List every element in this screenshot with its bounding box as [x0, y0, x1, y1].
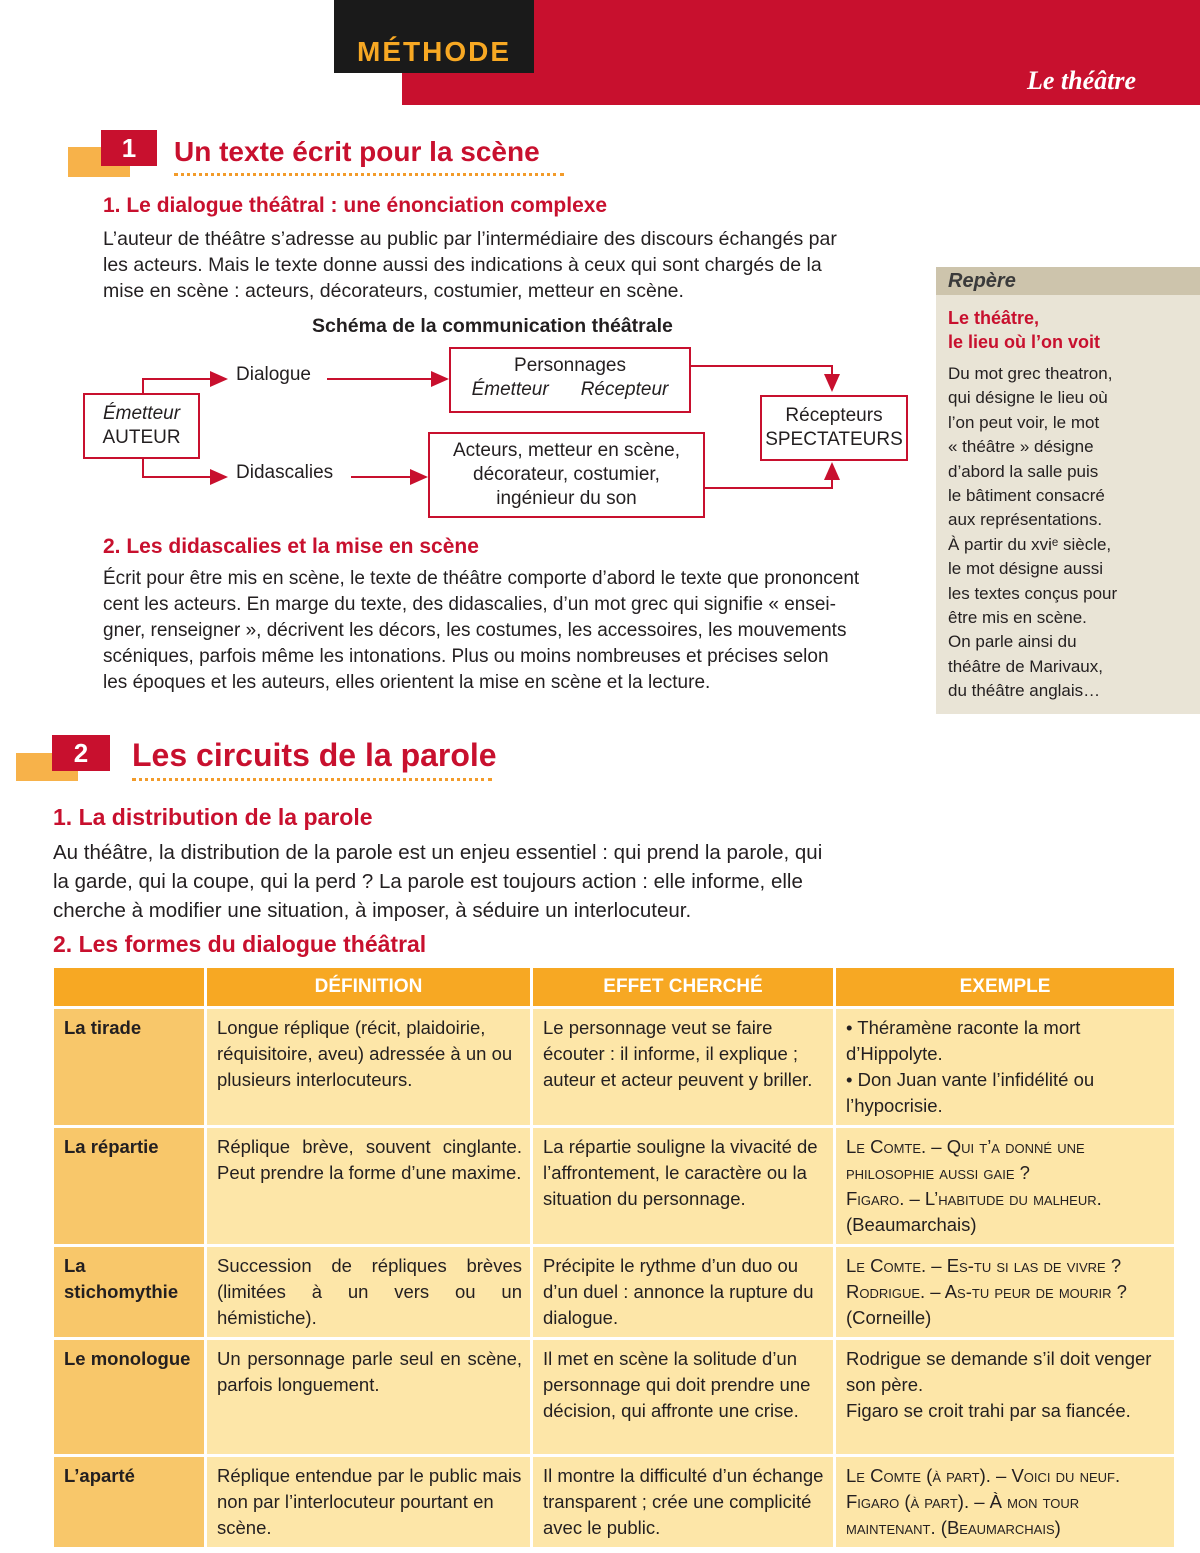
sidebar-body	[948, 362, 1117, 704]
theme-label: Le théâtre	[1026, 66, 1136, 95]
text-line: Écrit pour être mis en scène, le texte de théâtre comporte d’abord le texte que prononcent	[103, 568, 860, 589]
sidebar-line: Du mot grec theatron,	[948, 364, 1113, 383]
section-1-sub-1-title: 1. Le dialogue théâtral : une énonciation complexe	[103, 194, 608, 217]
characters-title: Personnages	[514, 355, 626, 376]
characters-emitter: Émetteur	[471, 379, 549, 400]
table-row	[54, 1125, 1174, 1244]
table-header-empty	[54, 968, 204, 1006]
row-name: L’aparté	[54, 1454, 204, 1547]
table-row	[54, 1454, 1174, 1547]
sidebar-line: être mis en scène.	[948, 608, 1087, 628]
example-line: Le Comte. – Es-tu si las de vivre ?	[846, 1255, 1122, 1276]
characters-box	[449, 347, 691, 413]
method-label: MÉTHODE	[357, 36, 511, 67]
row-effect: Le personnage veut se faire écouter : il informe, il explique ; auteur et acteur peuvent y briller.	[533, 1006, 833, 1125]
example-line: (Corneille)	[846, 1307, 932, 1328]
table-header-effect: EFFET CHERCHÉ	[533, 968, 833, 1006]
row-definition: Un personnage parle seul en scène, parfois longuement.	[207, 1337, 530, 1454]
didascalies-label: Didascalies	[236, 462, 334, 483]
sidebar-line: « théâtre » désigne	[948, 437, 1094, 457]
staff-line: ingénieur du son	[496, 488, 637, 509]
section-2-sub-1-text	[53, 838, 933, 925]
emitter-name: AUTEUR	[102, 427, 181, 448]
characters-receiver: Récepteur	[580, 379, 669, 400]
section-1-sub-2-title: 2. Les didascalies et la mise en scène	[103, 535, 479, 558]
sidebar-line: À partir du xviᵉ siècle,	[948, 534, 1112, 554]
table-header-row	[54, 968, 1174, 1006]
row-example	[836, 1125, 1174, 1244]
row-example	[836, 1454, 1174, 1547]
text-line: gner, renseigner », décrivent les décors, les costumes, les accessoires, les mouvements	[103, 620, 847, 641]
example-line: • Théramène raconte la mort d’Hippolyte.	[846, 1017, 1081, 1064]
staff-box	[428, 432, 705, 518]
section-2-sub-2-title: 2. Les formes du dialogue théâtral	[53, 931, 427, 957]
example-line: Le Comte (à part). – Voici du neuf.	[846, 1465, 1121, 1486]
table-row	[54, 1337, 1174, 1454]
table-header-definition: DÉFINITION	[207, 968, 530, 1006]
example-line: Rodrigue se demande s’il doit venger son père.	[846, 1348, 1152, 1395]
example-line: Figaro. – L’habitude du malheur.	[846, 1188, 1102, 1209]
receivers-box	[760, 395, 908, 461]
sidebar-line: aux représentations.	[948, 510, 1103, 530]
text-line: L’auteur de théâtre s’adresse au public par l’intermédiaire des discours échangés par	[103, 228, 837, 250]
sidebar-tag: Repère	[948, 270, 1016, 292]
row-name: Le monologue	[54, 1337, 204, 1454]
example-line: Figaro (à part). – À mon tour maintenant. (Beaumarchais)	[846, 1491, 1080, 1538]
sidebar-line: d’abord la salle puis	[948, 461, 1099, 481]
row-example	[836, 1244, 1174, 1337]
text-line: les époques et les auteurs, elles orientent la mise en scène et la lecture.	[103, 672, 711, 693]
sidebar-title-line: Le théâtre,	[948, 308, 1040, 328]
sidebar-line: qui désigne le lieu où	[948, 388, 1108, 408]
example-line: (Beaumarchais)	[846, 1214, 977, 1235]
receivers-role: Récepteurs	[785, 405, 883, 426]
text-line: la garde, qui la coupe, qui la perd ? La parole est toujours action : elle informe, elle	[53, 870, 803, 893]
emitter-author-box	[83, 393, 200, 459]
receivers-name: SPECTATEURS	[765, 429, 903, 450]
table-header-example: EXEMPLE	[836, 968, 1174, 1006]
staff-line: décorateur, costumier,	[473, 464, 660, 485]
emitter-role: Émetteur	[102, 403, 181, 424]
section-1-number: 1	[101, 130, 157, 166]
section-1-title: Un texte écrit pour la scène	[174, 133, 564, 176]
text-line: Au théâtre, la distribution de la parole est un enjeu essentiel : qui prend la parole, qui	[53, 841, 823, 864]
sidebar-title	[948, 306, 1100, 354]
example-line: • Don Juan vante l’infidélité ou l’hypocrisie.	[846, 1069, 1095, 1116]
table-row	[54, 1244, 1174, 1337]
row-definition: Réplique brève, souvent cinglante. Peut prendre la forme d’une maxime.	[207, 1125, 530, 1244]
row-definition: Longue réplique (récit, plaidoirie, réquisitoire, aveu) adressée à un ou plusieurs interlocuteurs.	[207, 1006, 530, 1125]
sidebar-line: les textes conçus pour	[948, 583, 1118, 603]
sidebar-line: le bâtiment consacré	[948, 486, 1105, 506]
row-name: La stichomythie	[54, 1244, 204, 1337]
section-2-title: Les circuits de la parole	[132, 734, 492, 781]
example-line: Le Comte. – Qui t’a donné une philosophie aussi gaie ?	[846, 1136, 1085, 1183]
example-line: Rodrigue. – As-tu peur de mourir ?	[846, 1281, 1127, 1302]
sidebar-line: On parle ainsi du	[948, 632, 1077, 652]
table-row	[54, 1006, 1174, 1125]
sidebar-line: théâtre de Marivaux,	[948, 656, 1103, 676]
text-line: mise en scène : acteurs, décorateurs, costumier, metteur en scène.	[103, 280, 684, 302]
sidebar-line: l’on peut voir, le mot	[948, 412, 1100, 432]
row-definition: Succession de répliques brèves (limitées à un vers ou un hémistiche).	[207, 1244, 530, 1337]
row-effect: La répartie souligne la vivacité de l’affrontement, le caractère ou la situation du personnage.	[533, 1125, 833, 1244]
row-effect: Il montre la difficulté d’un échange transparent ; crée une complicité avec le public.	[533, 1454, 833, 1547]
row-name: La tirade	[54, 1006, 204, 1125]
section-2-number: 2	[52, 735, 110, 771]
staff-line: Acteurs, metteur en scène,	[452, 440, 681, 461]
diagram-title: Schéma de la communication théâtrale	[312, 315, 673, 337]
sidebar-title-line: le lieu où l’on voit	[948, 332, 1101, 352]
row-effect: Il met en scène la solitude d’un personnage qui doit prendre une décision, qui affronte une crise.	[533, 1337, 833, 1454]
text-line: scéniques, parfois même les intonations. Plus ou moins nombreuses et précises selon	[103, 646, 829, 667]
section-2-sub-1-title: 1. La distribution de la parole	[53, 804, 373, 830]
dialogue-label: Dialogue	[236, 364, 311, 385]
row-definition: Réplique entendue par le public mais non par l’interlocuteur pourtant en scène.	[207, 1454, 530, 1547]
sidebar-line: le mot désigne aussi	[948, 559, 1103, 579]
text-line: cherche à modifier une situation, à imposer, à séduire un interlocuteur.	[53, 899, 692, 922]
row-effect: Précipite le rythme d’un duo ou d’un duel : annonce la rupture du dialogue.	[533, 1244, 833, 1337]
text-line: les acteurs. Mais le texte donne aussi des indications à ceux qui sont chargés de la	[103, 254, 822, 276]
row-example	[836, 1337, 1174, 1454]
text-line: cent les acteurs. En marge du texte, des didascalies, d’un mot grec qui signifie « ensei-	[103, 594, 836, 615]
example-line: Figaro se croit trahi par sa fiancée.	[846, 1400, 1131, 1421]
row-example	[836, 1006, 1174, 1125]
section-1-sub-2-text	[103, 566, 903, 696]
sidebar-line: du théâtre anglais…	[948, 681, 1101, 701]
row-name: La répartie	[54, 1125, 204, 1244]
dialogue-forms-table	[51, 968, 1177, 1547]
